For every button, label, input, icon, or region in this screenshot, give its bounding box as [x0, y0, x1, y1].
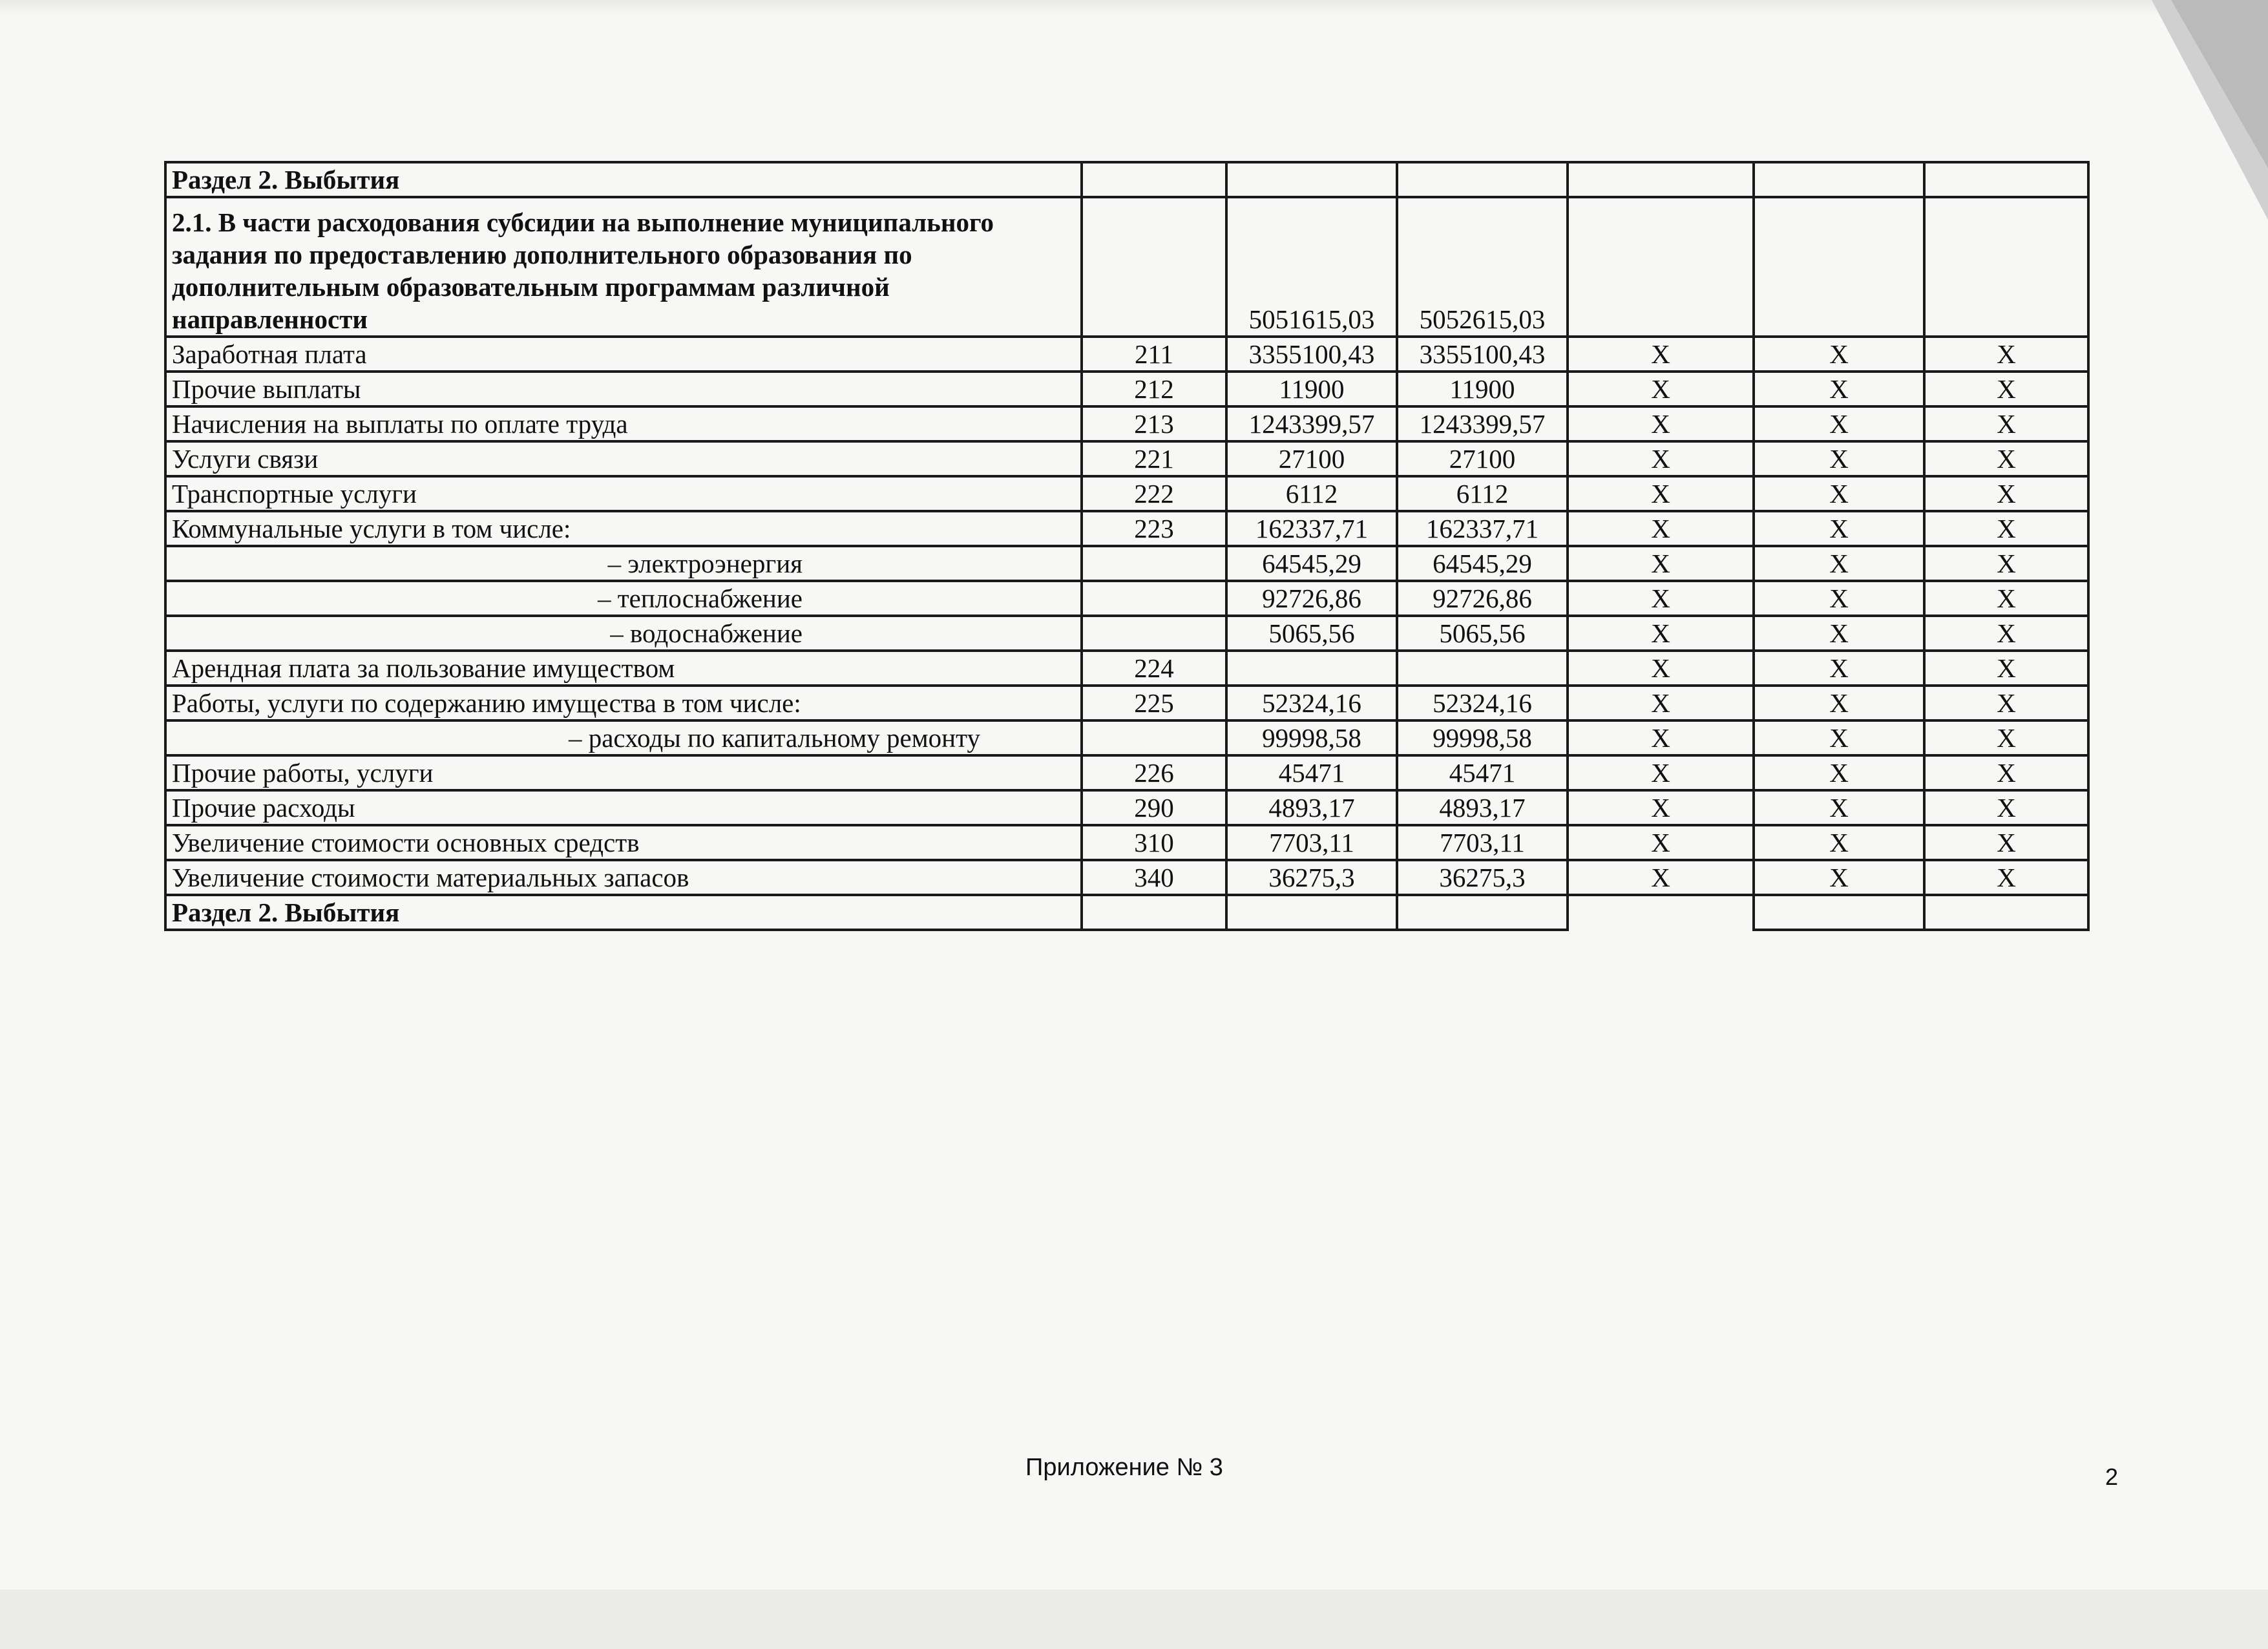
outflows-table-container	[164, 161, 2087, 931]
row-plan-cell: 4893,17	[1226, 790, 1397, 825]
row-x-cell: X	[1924, 790, 2088, 825]
table-row	[165, 755, 2088, 790]
row-x-cell: X	[1754, 546, 1924, 581]
row-x-cell: X	[1754, 372, 1924, 406]
row-fact-cell: 162337,71	[1397, 511, 1568, 546]
row-name-cell: – расходы по капитальному ремонту	[165, 720, 1082, 755]
row-name-cell: Арендная плата за пользование имуществом	[165, 651, 1082, 686]
row-x-cell: X	[1754, 441, 1924, 476]
section-footer-row	[165, 895, 2088, 930]
row-plan-cell: 36275,3	[1226, 860, 1397, 895]
row-code-cell: 340	[1082, 860, 1226, 895]
row-x-cell: X	[1568, 511, 1754, 546]
row-x-cell: X	[1924, 406, 2088, 441]
row-x-cell: X	[1754, 581, 1924, 616]
table-row	[165, 825, 2088, 860]
table-row	[165, 441, 2088, 476]
empty-cell	[1226, 162, 1397, 197]
row-x-cell: X	[1754, 651, 1924, 686]
row-x-cell: X	[1924, 511, 2088, 546]
section-title-cell: Раздел 2. Выбытия	[165, 895, 1082, 930]
row-x-cell: X	[1568, 546, 1754, 581]
row-x-cell: X	[1924, 476, 2088, 511]
row-fact-cell: 6112	[1397, 476, 1568, 511]
row-x-cell: X	[1754, 860, 1924, 895]
row-fact-cell: 52324,16	[1397, 686, 1568, 720]
row-code-cell: 225	[1082, 686, 1226, 720]
row-name-cell: Увеличение стоимости основных средств	[165, 825, 1082, 860]
row-fact-cell: 36275,3	[1397, 860, 1568, 895]
row-plan-cell: 6112	[1226, 476, 1397, 511]
row-x-cell: X	[1924, 755, 2088, 790]
table-row	[165, 790, 2088, 825]
row-code-cell: 212	[1082, 372, 1226, 406]
row-x-cell: X	[1568, 476, 1754, 511]
row-code-cell: 223	[1082, 511, 1226, 546]
table-row	[165, 337, 2088, 372]
table-row	[165, 686, 2088, 720]
row-name-cell: Начисления на выплаты по оплате труда	[165, 406, 1082, 441]
row-name-cell: Коммунальные услуги в том числе:	[165, 511, 1082, 546]
row-plan-cell: 1243399,57	[1226, 406, 1397, 441]
row-x-cell: X	[1568, 720, 1754, 755]
row-x-cell: X	[1568, 441, 1754, 476]
row-name-cell: – водоснабжение	[165, 616, 1082, 651]
row-code-cell: 310	[1082, 825, 1226, 860]
empty-cell	[1754, 197, 1924, 337]
scan-edge-bottom	[0, 1590, 2268, 1649]
table-row	[165, 581, 2088, 616]
row-fact-cell: 3355100,43	[1397, 337, 1568, 372]
row-x-cell: X	[1568, 755, 1754, 790]
row-x-cell: X	[1754, 511, 1924, 546]
empty-cell	[1924, 895, 2088, 930]
row-name-cell: Работы, услуги по содержанию имущества в том числе:	[165, 686, 1082, 720]
table-row	[165, 860, 2088, 895]
row-code-cell: 213	[1082, 406, 1226, 441]
row-code-cell	[1082, 720, 1226, 755]
empty-cell	[1226, 895, 1397, 930]
appendix-label: Приложение № 3	[1025, 1454, 1223, 1481]
table-row	[165, 372, 2088, 406]
row-plan-cell: 7703,11	[1226, 825, 1397, 860]
gap-cell	[1568, 895, 1754, 930]
row-x-cell: X	[1924, 860, 2088, 895]
row-x-cell: X	[1754, 825, 1924, 860]
row-x-cell: X	[1754, 406, 1924, 441]
row-name-cell: Услуги связи	[165, 441, 1082, 476]
table-row	[165, 476, 2088, 511]
row-x-cell: X	[1568, 337, 1754, 372]
row-name-cell: Прочие выплаты	[165, 372, 1082, 406]
table-row	[165, 616, 2088, 651]
row-name-cell: Увеличение стоимости материальных запасов	[165, 860, 1082, 895]
empty-cell	[1924, 162, 2088, 197]
row-code-cell: 226	[1082, 755, 1226, 790]
row-plan-cell: 11900	[1226, 372, 1397, 406]
row-fact-cell: 45471	[1397, 755, 1568, 790]
table-row	[165, 546, 2088, 581]
row-x-cell: X	[1568, 372, 1754, 406]
row-fact-cell: 5065,56	[1397, 616, 1568, 651]
outflows-table	[164, 161, 2090, 931]
row-x-cell: X	[1754, 616, 1924, 651]
row-fact-cell: 11900	[1397, 372, 1568, 406]
page-corner-fold	[2113, 0, 2268, 220]
row-code-cell: 290	[1082, 790, 1226, 825]
row-x-cell: X	[1568, 825, 1754, 860]
row-plan-cell: 92726,86	[1226, 581, 1397, 616]
row-x-cell: X	[1924, 546, 2088, 581]
row-plan-cell: 99998,58	[1226, 720, 1397, 755]
row-code-cell	[1082, 581, 1226, 616]
row-code-cell	[1082, 546, 1226, 581]
table-row	[165, 406, 2088, 441]
table-row	[165, 651, 2088, 686]
row-x-cell: X	[1924, 337, 2088, 372]
row-plan-cell: 5065,56	[1226, 616, 1397, 651]
section-title-cell: Раздел 2. Выбытия	[165, 162, 1082, 197]
empty-cell	[1397, 162, 1568, 197]
empty-cell	[1754, 895, 1924, 930]
row-x-cell: X	[1568, 616, 1754, 651]
row-x-cell: X	[1924, 825, 2088, 860]
table-row	[165, 511, 2088, 546]
row-x-cell: X	[1754, 337, 1924, 372]
row-x-cell: X	[1924, 441, 2088, 476]
row-plan-cell: 3355100,43	[1226, 337, 1397, 372]
row-fact-cell: 64545,29	[1397, 546, 1568, 581]
row-plan-cell: 45471	[1226, 755, 1397, 790]
row-plan-cell: 64545,29	[1226, 546, 1397, 581]
section-header-row	[165, 162, 2088, 197]
row-name-cell: Заработная плата	[165, 337, 1082, 372]
row-code-cell: 224	[1082, 651, 1226, 686]
subsidy-name-cell: 2.1. В части расходования субсидии на выполнение муниципального задания по предоставлению дополнительного образования по дополнительным образовательным программам различной направленности	[165, 197, 1082, 337]
row-x-cell: X	[1924, 372, 2088, 406]
subsidy-fact-cell: 5052615,03	[1397, 197, 1568, 337]
row-x-cell: X	[1924, 686, 2088, 720]
row-x-cell: X	[1924, 616, 2088, 651]
empty-cell	[1397, 895, 1568, 930]
row-x-cell: X	[1568, 860, 1754, 895]
row-code-cell: 211	[1082, 337, 1226, 372]
row-fact-cell: 1243399,57	[1397, 406, 1568, 441]
row-fact-cell: 99998,58	[1397, 720, 1568, 755]
subsidy-plan-cell: 5051615,03	[1226, 197, 1397, 337]
row-code-cell	[1082, 616, 1226, 651]
row-fact-cell: 4893,17	[1397, 790, 1568, 825]
row-x-cell: X	[1754, 755, 1924, 790]
row-x-cell: X	[1568, 581, 1754, 616]
empty-cell	[1568, 197, 1754, 337]
row-fact-cell: 27100	[1397, 441, 1568, 476]
row-x-cell: X	[1924, 581, 2088, 616]
row-x-cell: X	[1754, 720, 1924, 755]
row-name-cell: Прочие расходы	[165, 790, 1082, 825]
row-fact-cell: 7703,11	[1397, 825, 1568, 860]
table-row	[165, 720, 2088, 755]
row-plan-cell: 52324,16	[1226, 686, 1397, 720]
row-code-cell: 221	[1082, 441, 1226, 476]
row-name-cell: Прочие работы, услуги	[165, 755, 1082, 790]
subsidy-row	[165, 197, 2088, 337]
empty-cell	[1082, 895, 1226, 930]
row-x-cell: X	[1924, 720, 2088, 755]
empty-cell	[1924, 197, 2088, 337]
row-plan-cell: 162337,71	[1226, 511, 1397, 546]
row-fact-cell: 92726,86	[1397, 581, 1568, 616]
row-x-cell: X	[1754, 790, 1924, 825]
scan-edge-top	[0, 0, 2268, 16]
empty-cell	[1754, 162, 1924, 197]
row-x-cell: X	[1754, 686, 1924, 720]
row-name-cell: Транспортные услуги	[165, 476, 1082, 511]
row-plan-cell: 27100	[1226, 441, 1397, 476]
row-plan-cell	[1226, 651, 1397, 686]
row-name-cell: – теплоснабжение	[165, 581, 1082, 616]
row-x-cell: X	[1568, 651, 1754, 686]
empty-cell	[1568, 162, 1754, 197]
row-fact-cell	[1397, 651, 1568, 686]
row-x-cell: X	[1754, 476, 1924, 511]
empty-cell	[1082, 162, 1226, 197]
row-code-cell: 222	[1082, 476, 1226, 511]
row-x-cell: X	[1924, 651, 2088, 686]
row-x-cell: X	[1568, 790, 1754, 825]
row-x-cell: X	[1568, 686, 1754, 720]
row-x-cell: X	[1568, 406, 1754, 441]
row-name-cell: – электроэнергия	[165, 546, 1082, 581]
page-number: 2	[2105, 1464, 2119, 1490]
empty-cell	[1082, 197, 1226, 337]
